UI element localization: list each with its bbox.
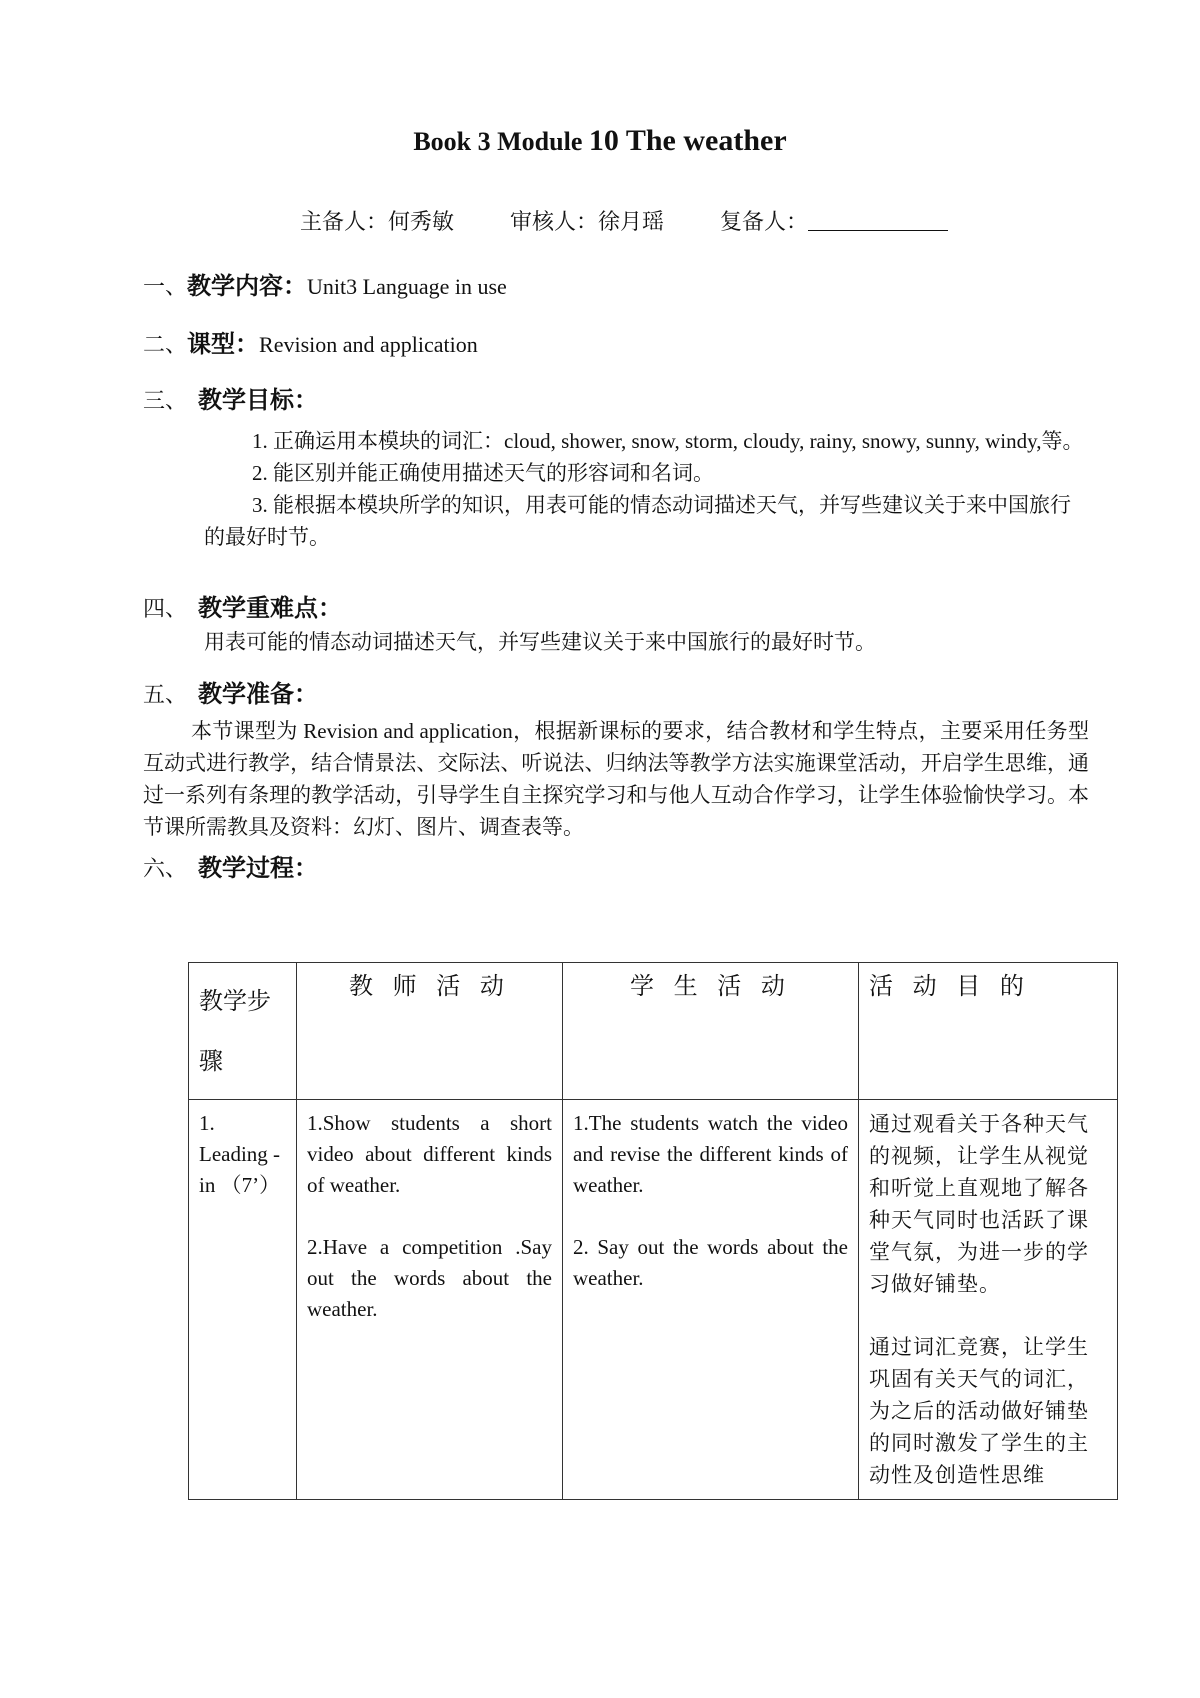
objective-item: 1. 正确运用本模块的词汇：cloud, shower, snow, storm, cloudy, rainy, snowy, sunny, windy,等。 <box>252 429 1084 453</box>
section-6 <box>143 848 318 883</box>
objective-item: 3. 能根据本模块所学的知识，用表可能的情态动词描述天气，并写些建议关于来中国旅行的最好时节。 <box>204 493 1071 549</box>
cell-student-activity <box>563 1100 859 1500</box>
header-purpose: 活 动 目 的 <box>859 963 1118 1100</box>
reviewer-name: 徐月瑶 <box>598 210 665 235</box>
section-heading: 教学过程： <box>198 854 319 882</box>
header-step: 教学步骤 <box>189 963 297 1100</box>
section-2 <box>143 324 478 359</box>
student-activity-item: 1.The students watch the video and revise the different kinds of weather. <box>573 1111 848 1197</box>
cell-step: 1. Leading -in （7’） <box>189 1100 297 1500</box>
section-heading: 教学准备： <box>198 680 319 708</box>
section-number: 二、 <box>143 333 188 358</box>
table-row <box>189 1100 1118 1500</box>
document-title <box>0 124 1200 158</box>
teacher-activity-item: 2.Have a competition .Say out the words about the weather. <box>307 1235 552 1321</box>
cell-purpose <box>859 1100 1118 1500</box>
section-heading: 教学内容： <box>187 272 308 300</box>
table-header-row <box>189 963 1118 1100</box>
section-heading: 教学重难点： <box>198 594 343 622</box>
section-value: Unit3 Language in use <box>307 274 507 299</box>
section-value: Revision and application <box>259 332 478 357</box>
preparer-name: 何秀敏 <box>388 210 455 235</box>
section-5 <box>143 674 318 709</box>
teaching-process-table <box>188 962 1118 1500</box>
section-4 <box>143 588 342 623</box>
purpose-item: 通过词汇竞赛，让学生巩固有关天气的词汇，为之后的活动做好铺垫的同时激发了学生的主动性及创造性思维 <box>869 1335 1089 1487</box>
objective-item: 2. 能区别并能正确使用描述天气的形容词和名词。 <box>252 461 714 485</box>
authors-line <box>300 205 948 236</box>
section-number: 四、 <box>143 597 188 622</box>
title-module-number: 10 <box>588 124 619 157</box>
cell-teacher-activity <box>297 1100 563 1500</box>
section-heading: 教学目标： <box>198 386 319 414</box>
co-preparer-label: 复备人： <box>719 210 808 235</box>
section-number: 一、 <box>143 275 188 300</box>
preparer-label: 主备人： <box>300 210 389 235</box>
section-1 <box>143 266 507 301</box>
title-suffix: The weather <box>618 124 787 157</box>
co-preparer-blank <box>808 210 948 231</box>
teacher-activity-item: 1.Show students a short video about different kinds of weather. <box>307 1111 552 1197</box>
reviewer-label: 审核人： <box>509 210 598 235</box>
key-points-text: 用表可能的情态动词描述天气，并写些建议关于来中国旅行的最好时节。 <box>204 630 876 654</box>
section-number: 三、 <box>143 389 188 414</box>
header-teacher-activity: 教 师 活 动 <box>297 963 563 1100</box>
objectives-list <box>204 425 1089 553</box>
section-heading: 课型： <box>187 330 260 358</box>
preparation-text: 本节课型为 Revision and application，根据新课标的要求，结合教材和学生特点，主要采用任务型互动式进行教学，结合情景法、交际法、听说法、归纳法等教学方法实施课堂活动，开启学生思维，通过一系列有条理的教学活动，引导学生自主探究学习和与他人互动合作学习，让学生体验愉快学习。本节课所需教具及资料：幻灯、图片、调查表等。 <box>143 719 1089 839</box>
section-3 <box>143 380 318 415</box>
title-prefix: Book 3 Module <box>413 127 589 156</box>
section-number: 五、 <box>143 683 188 708</box>
header-student-activity: 学 生 活 动 <box>563 963 859 1100</box>
purpose-item: 通过观看关于各种天气的视频，让学生从视觉和听觉上直观地了解各种天气同时也活跃了课堂气氛，为进一步的学习做好铺垫。 <box>869 1112 1089 1296</box>
section-number: 六、 <box>143 857 188 882</box>
student-activity-item: 2. Say out the words about the weather. <box>573 1235 848 1290</box>
